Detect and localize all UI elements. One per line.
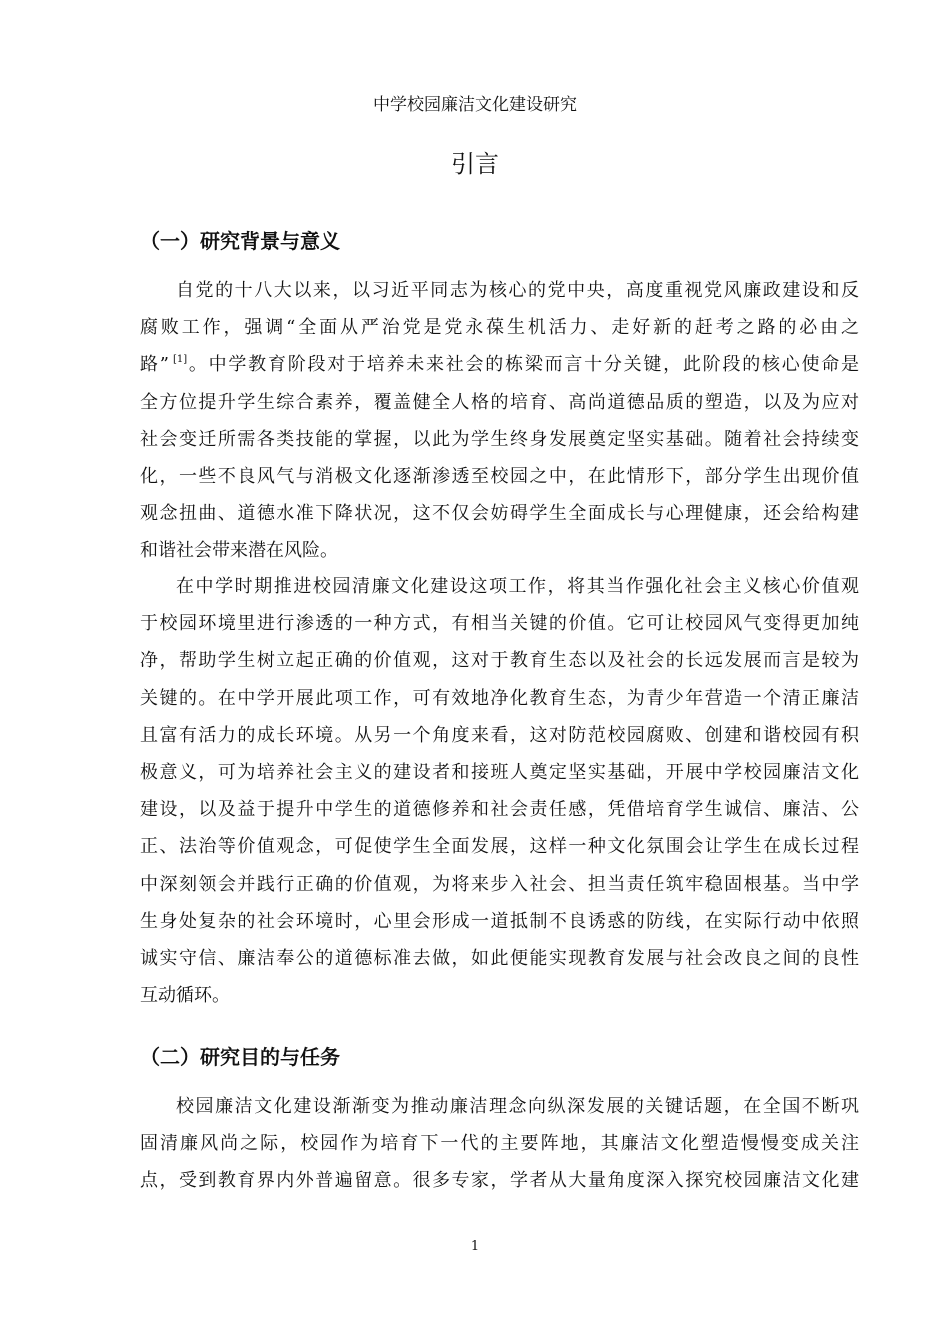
- citation-reference[interactable]: [1]: [172, 354, 188, 366]
- running-header-title: 中学校园廉洁文化建设研究: [373, 95, 577, 115]
- paragraph-line-with-citation: [140, 346, 859, 383]
- paragraph-line: 固清廉风尚之际，校园作为培育下一代的主要阵地，其廉洁文化塑造慢慢变成关注: [140, 1133, 859, 1155]
- paragraph-line: 点，受到教育界内外普遍留意。很多专家，学者从大量角度深入探究校园廉洁文化建: [140, 1170, 859, 1192]
- paragraph-line: 于校园环境里进行渗透的一种方式，有相当关键的价值。它可让校园风气变得更加纯: [140, 613, 859, 635]
- citation-lead-text: 路”: [140, 354, 169, 376]
- paragraph-line: 和谐社会带来潜在风险。: [140, 540, 338, 562]
- paragraph-background-2: [140, 568, 859, 1014]
- paragraph-line: 生身处复杂的社会环境时，心里会形成一道抵制不良诱惑的防线，在实际行动中依照: [140, 910, 859, 932]
- section-heading-background: （一）研究背景与意义: [140, 229, 340, 253]
- chapter-title: 引言: [451, 150, 499, 178]
- paragraph-line: 社会变迁所需各类技能的掌握，以此为学生终身发展奠定坚实基础。随着社会持续变: [140, 428, 859, 450]
- section-heading-objectives: （二）研究目的与任务: [140, 1045, 340, 1069]
- paragraph-background-1: [140, 272, 859, 570]
- citation-trail-text: 。中学教育阶段对于培养未来社会的栋梁而言十分关键，此阶段的核心使命是: [187, 354, 860, 376]
- paragraph-line: 建设，以及益于提升中学生的道德修养和社会责任感，凭借培育学生诚信、廉洁、公: [140, 799, 859, 821]
- paragraph-line: 极意义，可为培养社会主义的建设者和接班人奠定坚实基础，开展中学校园廉洁文化: [140, 761, 859, 783]
- paragraph-line: 化，一些不良风气与消极文化逐渐渗透至校园之中，在此情形下，部分学生出现价值: [140, 465, 859, 487]
- paragraph-line: 腐败工作，强调“全面从严治党是党永葆生机活力、走好新的赶考之路的必由之: [140, 317, 859, 339]
- paragraph-line: 校园廉洁文化建设渐渐变为推动廉洁理念向纵深发展的关键话题，在全国不断巩: [176, 1096, 859, 1117]
- paragraph-line: 诚实守信、廉洁奉公的道德标准去做，如此便能实现教育发展与社会改良之间的良性: [140, 947, 859, 969]
- paragraph-line: 观念扭曲、道德水准下降状况，这不仅会妨碍学生全面成长与心理健康，还会给构建: [140, 503, 859, 525]
- paragraph-objectives-1: [140, 1088, 859, 1200]
- paragraph-line: 在中学时期推进校园清廉文化建设这项工作，将其当作强化社会主义核心价值观: [176, 576, 859, 597]
- paragraph-line: 且富有活力的成长环境。从另一个角度来看，这对防范校园腐败、创建和谐校园有积: [140, 724, 859, 746]
- paragraph-line: 净，帮助学生树立起正确的价值观，这对于教育生态以及社会的长远发展而言是较为: [140, 650, 859, 672]
- page-number: 1: [470, 1239, 480, 1254]
- paragraph-line: 互动循环。: [140, 985, 230, 1007]
- paragraph-line: 自党的十八大以来，以习近平同志为核心的党中央，高度重视党风廉政建设和反: [176, 280, 859, 301]
- paragraph-line: 正、法治等价值观念，可促使学生全面发展，这样一种文化氛围会让学生在成长过程: [140, 836, 859, 858]
- paragraph-line: 中深刻领会并践行正确的价值观，为将来步入社会、担当责任筑牢稳固根基。当中学: [140, 873, 859, 895]
- paragraph-line: 关键的。在中学开展此项工作，可有效地净化教育生态，为青少年营造一个清正廉洁: [140, 687, 859, 709]
- paragraph-line: 全方位提升学生综合素养，覆盖健全人格的培育、高尚道德品质的塑造，以及为应对: [140, 391, 859, 413]
